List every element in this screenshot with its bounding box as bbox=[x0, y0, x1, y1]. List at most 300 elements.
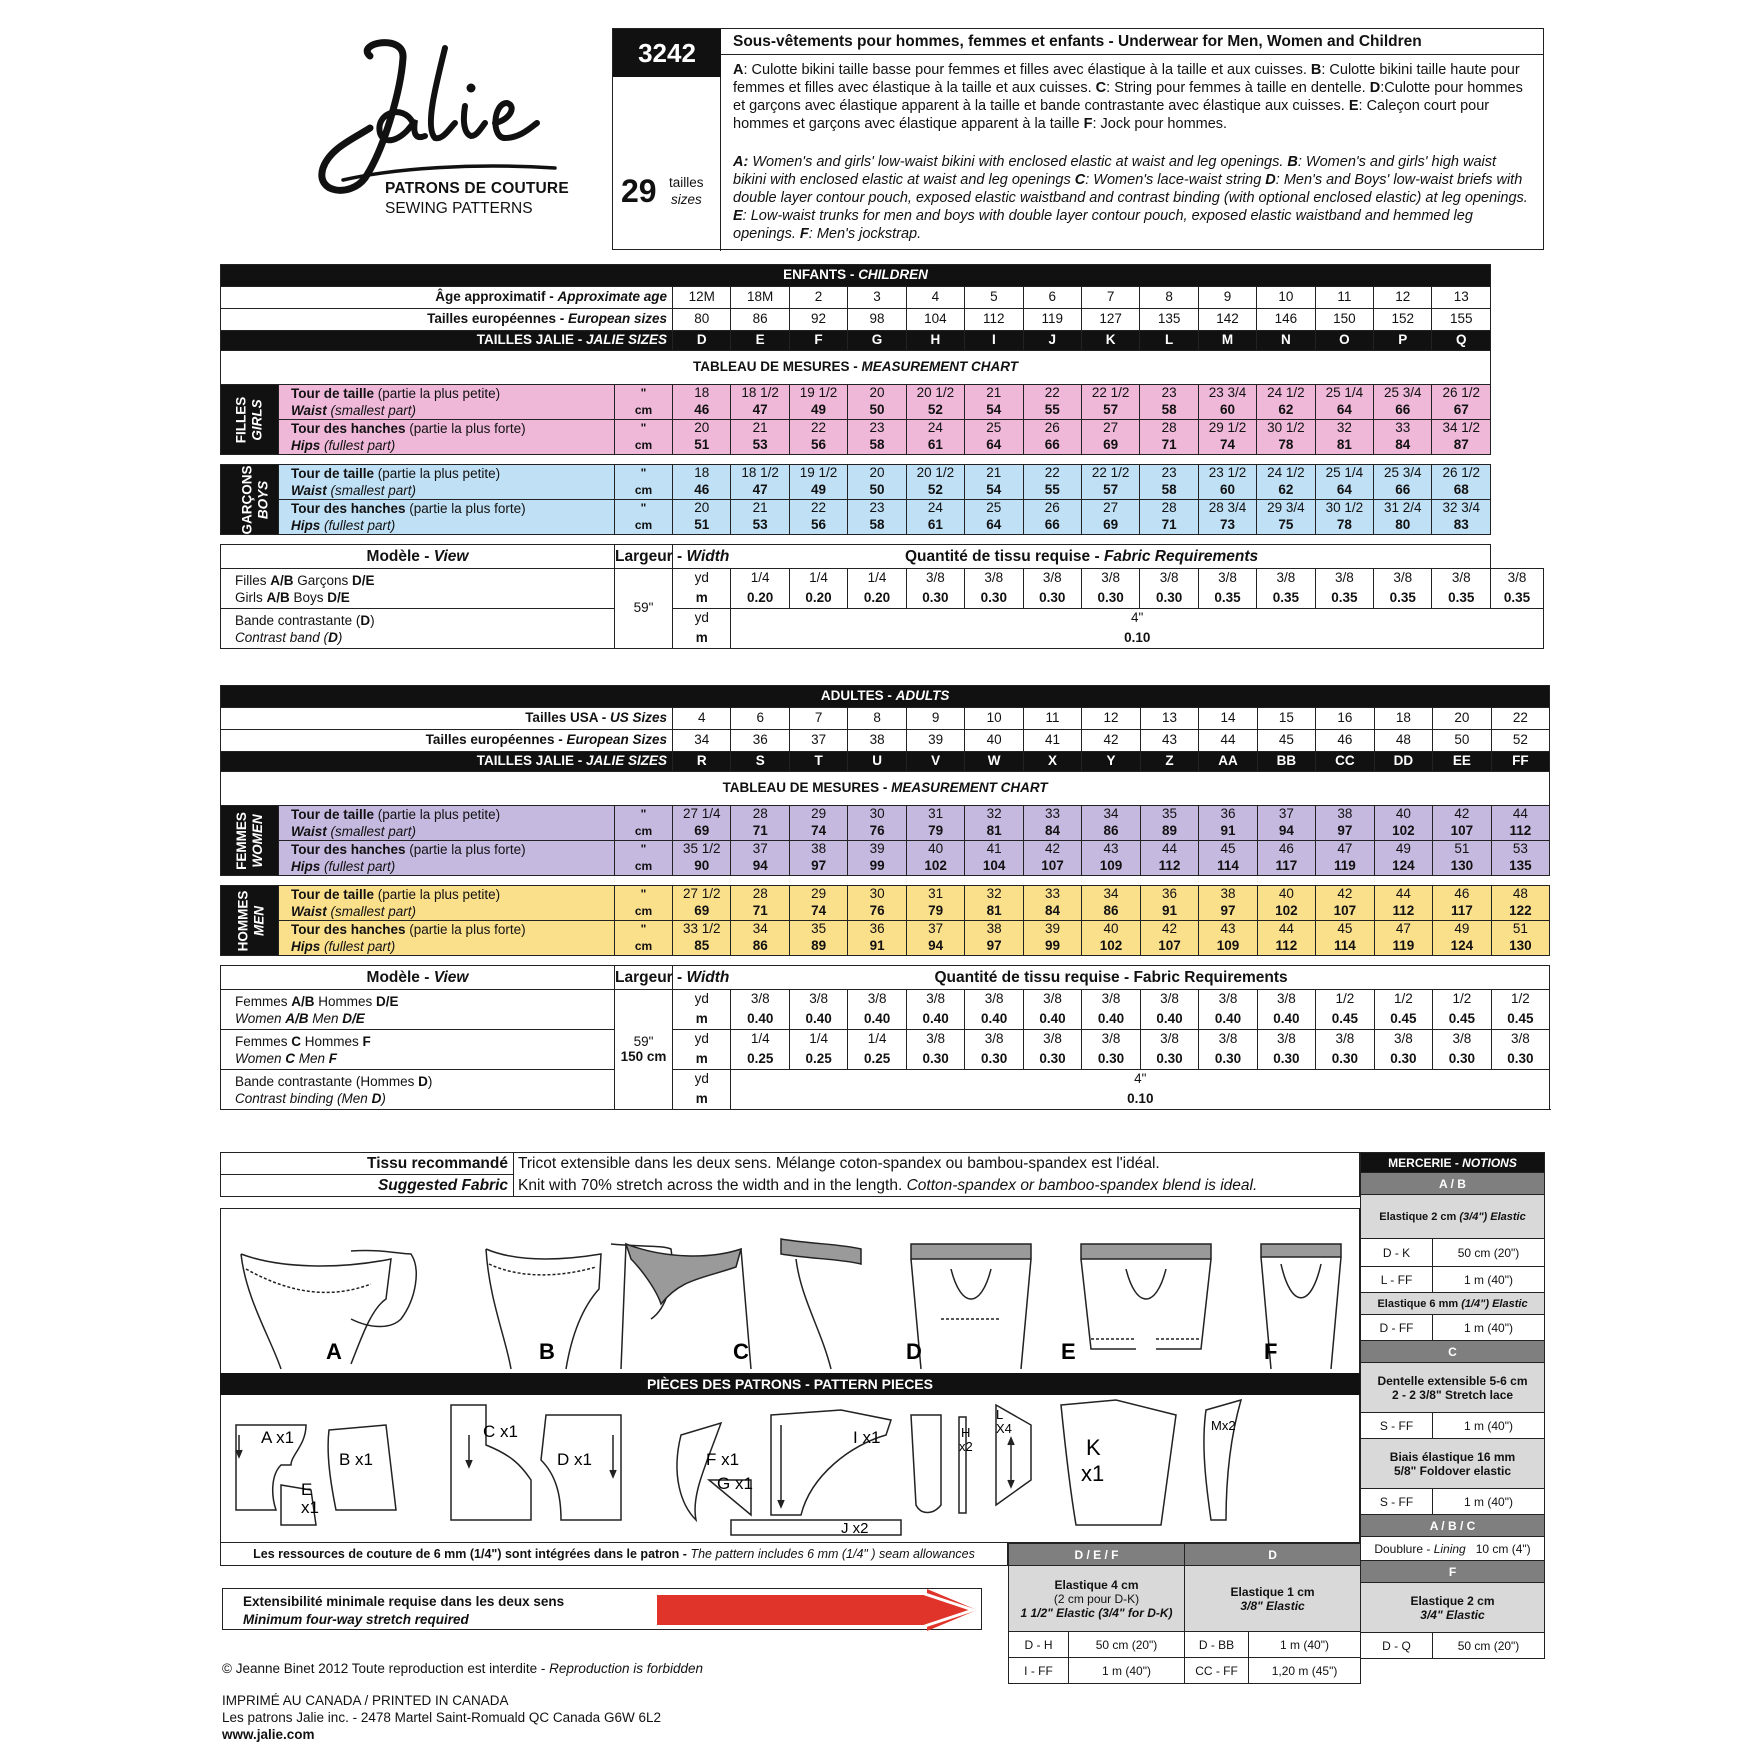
cell: 0.45 bbox=[1491, 1010, 1550, 1030]
cell: Bande contrastante (D) Contrast band (D) bbox=[221, 609, 615, 649]
cell: 44 bbox=[1199, 730, 1257, 752]
cell: 135 bbox=[1491, 858, 1550, 876]
cell: 114 bbox=[1199, 858, 1257, 876]
cell: 46 bbox=[1257, 841, 1315, 859]
cell: 27 bbox=[1081, 420, 1139, 438]
logo bbox=[295, 28, 585, 228]
cell: 45 bbox=[1257, 730, 1315, 752]
cell: Femmes C Hommes F Women C Men F bbox=[221, 1030, 615, 1070]
cell: 69 bbox=[1081, 517, 1139, 535]
cell: 74 bbox=[789, 823, 847, 841]
cell: 12M bbox=[673, 287, 731, 309]
desc-key: C bbox=[1074, 172, 1086, 188]
cell: 85 bbox=[673, 938, 731, 956]
cell: Modèle - View bbox=[221, 545, 615, 569]
cell: cm bbox=[615, 858, 673, 876]
cell: 52 bbox=[1491, 730, 1550, 752]
cell: Bande contrastante (Hommes D) Contrast binding (Men D) bbox=[221, 1070, 615, 1110]
cell: 35 bbox=[789, 921, 847, 939]
cell: 37 bbox=[789, 730, 847, 752]
view-label-e: E bbox=[1061, 1339, 1076, 1364]
cell: 22 bbox=[1491, 708, 1550, 730]
cell: 0.40 bbox=[1257, 1010, 1315, 1030]
cell: 0.30 bbox=[1374, 1050, 1432, 1070]
cell: 55 bbox=[1023, 402, 1081, 420]
cell: 83 bbox=[1432, 517, 1491, 535]
cell: 80 bbox=[673, 309, 731, 331]
stretch-arrow-icon bbox=[657, 1589, 983, 1631]
cell: 69 bbox=[673, 823, 731, 841]
cell: 28 bbox=[1140, 500, 1198, 518]
cell: 3/8 bbox=[1257, 990, 1315, 1010]
cell: E bbox=[731, 331, 789, 351]
cell: 3/8 bbox=[1257, 1030, 1315, 1050]
desc-key: D bbox=[1265, 172, 1276, 188]
children-table bbox=[220, 264, 1544, 649]
cell: 64 bbox=[1315, 482, 1373, 500]
cell: 0.30 bbox=[1140, 1050, 1198, 1070]
cell: 58 bbox=[1140, 402, 1198, 420]
sizes-count: 29 bbox=[621, 173, 657, 209]
cell: 49 bbox=[1374, 841, 1432, 859]
cell: cm bbox=[615, 402, 673, 420]
cell: 39 bbox=[1023, 921, 1081, 939]
cell: 21 bbox=[731, 420, 789, 438]
fabric-en: Knit with 70% stretch across the width and in the length. Cotton-spandex or bamboo-spandex blend is ideal. bbox=[514, 1175, 1360, 1197]
cell: 36 bbox=[1140, 886, 1198, 904]
cell: 0.40 bbox=[965, 1010, 1023, 1030]
desc-text: : Caleçon court pour hommes et garçons avec élastique apparent à la taille bbox=[733, 98, 1490, 132]
cell: 28 bbox=[731, 806, 789, 824]
cell: Tour des hanches (partie la plus forte) bbox=[279, 500, 615, 518]
cell: 22 1/2 bbox=[1081, 465, 1139, 483]
cell: 57 bbox=[1081, 482, 1139, 500]
cell: yd bbox=[673, 1070, 731, 1090]
cell: 49 bbox=[789, 482, 847, 500]
cell: 4 bbox=[906, 287, 964, 309]
cell: 0.40 bbox=[789, 1010, 847, 1030]
cell: 3/8 bbox=[965, 990, 1023, 1010]
cell: 0.30 bbox=[1023, 589, 1081, 609]
cell: 13 bbox=[1140, 708, 1198, 730]
cell: 20 bbox=[848, 465, 906, 483]
notions-def-table: D / E / F D Elastique 4 cm (2 cm pour D-K) 1 1/2" Elastic (3/4" for D-K) Elastique 1 cm 3/8" Elastic D - H 50 cm (20") D - BB 1 m (40") I - FF 1 m (40") CC - FF 1,20 m (45") bbox=[1008, 1543, 1361, 1684]
cell: 19 1/2 bbox=[789, 465, 847, 483]
desc-en bbox=[733, 153, 1533, 243]
cell: 3/8 bbox=[1432, 569, 1491, 589]
piece-j: J x2 bbox=[841, 1520, 869, 1537]
cell: 53 bbox=[731, 517, 789, 535]
cell: 52 bbox=[906, 402, 964, 420]
cell: 24 1/2 bbox=[1257, 465, 1315, 483]
fabric-fr: Tricot extensible dans les deux sens. Mélange coton-spandex ou bambou-spandex est l'idéal. bbox=[514, 1153, 1360, 1175]
cell: 30 1/2 bbox=[1315, 500, 1373, 518]
cell: 112 bbox=[1374, 903, 1432, 921]
cell: 112 bbox=[1140, 858, 1198, 876]
cell: " bbox=[615, 806, 673, 824]
cell: 23 bbox=[1140, 465, 1198, 483]
cell: 54 bbox=[965, 402, 1023, 420]
cell: 41 bbox=[1023, 730, 1081, 752]
jalie-logo-icon bbox=[295, 28, 585, 198]
cell: 99 bbox=[1023, 938, 1081, 956]
cell: 30 1/2 bbox=[1257, 420, 1315, 438]
cell: 112 bbox=[1491, 823, 1550, 841]
cell: 117 bbox=[1433, 903, 1491, 921]
cell: 42 bbox=[1023, 841, 1081, 859]
cell: 38 bbox=[848, 730, 906, 752]
cell: 26 1/2 bbox=[1432, 465, 1491, 483]
cell: TAILLES JALIE - JALIE SIZES bbox=[221, 752, 673, 772]
cell: 42 bbox=[1140, 921, 1198, 939]
cell: 119 bbox=[1023, 309, 1081, 331]
cell: 81 bbox=[1315, 437, 1373, 455]
cell: 84 bbox=[1374, 437, 1432, 455]
cell: 24 1/2 bbox=[1257, 385, 1315, 403]
cell: 34 bbox=[1082, 886, 1140, 904]
cell: 46 bbox=[673, 402, 731, 420]
cell: 0.30 bbox=[1023, 1050, 1081, 1070]
cell: D bbox=[673, 331, 731, 351]
cell: 3/8 bbox=[906, 990, 964, 1010]
piece-k-count: x1 bbox=[1081, 1461, 1105, 1486]
cell: 3/8 bbox=[731, 990, 789, 1010]
cell: cm bbox=[615, 903, 673, 921]
cell: 71 bbox=[731, 823, 789, 841]
cell: 44 bbox=[1374, 886, 1432, 904]
cell: " bbox=[615, 500, 673, 518]
cell: 23 bbox=[848, 420, 906, 438]
website[interactable]: www.jalie.com bbox=[222, 1727, 315, 1742]
cell: 3/8 bbox=[1374, 1030, 1432, 1050]
cell: 79 bbox=[906, 903, 964, 921]
desc-key: A bbox=[733, 62, 744, 78]
cell: 62 bbox=[1257, 402, 1315, 420]
cell: 35 1/2 bbox=[673, 841, 731, 859]
cell: R bbox=[673, 752, 731, 772]
cell: 97 bbox=[789, 858, 847, 876]
piece-l-count: X4 bbox=[996, 1421, 1012, 1436]
cell: 50 bbox=[848, 402, 906, 420]
cell: Y bbox=[1082, 752, 1140, 772]
printed: IMPRIMÉ AU CANADA / PRINTED IN CANADA bbox=[222, 1693, 509, 1708]
fabric-label-fr: Tissu recommandé bbox=[221, 1153, 514, 1175]
copyright: © Jeanne Binet 2012 Toute reproduction est interdite - Reproduction is forbidden bbox=[222, 1661, 704, 1676]
cell: 3/8 bbox=[965, 1030, 1023, 1050]
cell: 3/8 bbox=[1082, 1030, 1140, 1050]
cell: yd bbox=[673, 609, 731, 629]
cell: m bbox=[673, 1050, 731, 1070]
cell: 112 bbox=[965, 309, 1023, 331]
cell: 25 1/4 bbox=[1315, 465, 1373, 483]
address: Les patrons Jalie inc. - 2478 Martel Saint-Romuald QC Canada G6W 6L2 bbox=[222, 1710, 661, 1725]
cell: 8 bbox=[1140, 287, 1198, 309]
cell: Hips (fullest part) bbox=[279, 938, 615, 956]
view-label-c: C bbox=[733, 1339, 749, 1364]
cell: 29 3/4 bbox=[1257, 500, 1315, 518]
stretch-en: Minimum four-way stretch required bbox=[243, 1612, 469, 1627]
desc-fr bbox=[733, 61, 1533, 133]
cell: 64 bbox=[1315, 402, 1373, 420]
cell: 43 bbox=[1082, 841, 1140, 859]
view-label-f: F bbox=[1264, 1339, 1278, 1364]
cell: 36 bbox=[848, 921, 906, 939]
cell: 11 bbox=[1315, 287, 1373, 309]
cell: yd bbox=[673, 1030, 731, 1050]
cell: 21 bbox=[965, 465, 1023, 483]
desc-key: C bbox=[1095, 80, 1107, 96]
seam-allowance: Les ressources de couture de 6 mm (1/4") sont intégrées dans le patron - The pattern includes 6 mm (1/4" ) seam allowances bbox=[220, 1543, 1008, 1566]
piece-h: H bbox=[961, 1425, 971, 1440]
cell: AA bbox=[1199, 752, 1257, 772]
measurement-chart-title: TABLEAU DE MESURES - MEASUREMENT CHART bbox=[221, 351, 1491, 385]
cell: 0.25 bbox=[731, 1050, 789, 1070]
eu-label: Tailles européennes - European sizes bbox=[221, 309, 673, 331]
cell: 40 bbox=[1082, 921, 1140, 939]
cell: 107 bbox=[1433, 823, 1491, 841]
cell: 64 bbox=[965, 517, 1023, 535]
pattern-pieces-bar: PIÈCES DES PATRONS - PATTERN PIECES bbox=[220, 1373, 1360, 1395]
cell: O bbox=[1315, 331, 1373, 351]
cell: 3/8 bbox=[1433, 1030, 1491, 1050]
cell: 2 bbox=[789, 287, 847, 309]
cell: 58 bbox=[848, 517, 906, 535]
cell: 31 bbox=[906, 806, 964, 824]
cell: 74 bbox=[789, 903, 847, 921]
cell: 97 bbox=[1316, 823, 1374, 841]
cell: 60 bbox=[1198, 482, 1256, 500]
cell: 47 bbox=[731, 482, 789, 500]
desc-text: : Women's lace-waist string bbox=[1085, 172, 1266, 188]
cell: 0.30 bbox=[1257, 1050, 1315, 1070]
cell: 20 bbox=[673, 420, 731, 438]
cell: 46 bbox=[673, 482, 731, 500]
cell: 7 bbox=[1081, 287, 1139, 309]
piece-g: G x1 bbox=[717, 1474, 753, 1493]
desc-key: E bbox=[1348, 98, 1359, 114]
cell: 3/8 bbox=[1491, 1030, 1550, 1050]
header-box bbox=[612, 28, 1544, 250]
cell: Hips (fullest part) bbox=[279, 517, 615, 535]
cell: Waist (smallest part) bbox=[279, 903, 615, 921]
cell: 60 bbox=[1198, 402, 1256, 420]
cell: 66 bbox=[1374, 482, 1432, 500]
logo-line2: SEWING PATTERNS bbox=[385, 200, 533, 217]
cell: 24 bbox=[906, 420, 964, 438]
piece-k: K bbox=[1086, 1435, 1101, 1460]
cell: 29 1/2 bbox=[1198, 420, 1256, 438]
cell: 21 bbox=[731, 500, 789, 518]
cell: 127 bbox=[1081, 309, 1139, 331]
cell: Tailles européennes - European Sizes bbox=[221, 730, 673, 752]
cell: 43 bbox=[1199, 921, 1257, 939]
cell: 22 bbox=[789, 420, 847, 438]
cell: 52 bbox=[906, 482, 964, 500]
cell: m bbox=[673, 1090, 731, 1110]
cell: 0.20 bbox=[789, 589, 847, 609]
cell: 53 bbox=[731, 437, 789, 455]
cell: 3/8 bbox=[1140, 569, 1198, 589]
cell: 27 1/4 bbox=[673, 806, 731, 824]
cell: 73 bbox=[1198, 517, 1256, 535]
desc-text: : Culotte bikini taille basse pour femmes et filles avec élastique à la taille et aux cuisses. bbox=[743, 62, 1311, 78]
cell: 84 bbox=[1023, 823, 1081, 841]
cell: 30 bbox=[848, 806, 906, 824]
cell: 10 bbox=[1257, 287, 1315, 309]
cell: 38 bbox=[1316, 806, 1374, 824]
cell: 22 1/2 bbox=[1081, 385, 1139, 403]
cell: 4" bbox=[731, 609, 1544, 629]
cell: 37 bbox=[731, 841, 789, 859]
cell: 27 1/2 bbox=[673, 886, 731, 904]
cell: 97 bbox=[965, 938, 1023, 956]
cell: 104 bbox=[965, 858, 1023, 876]
cell: 78 bbox=[1315, 517, 1373, 535]
cell: m bbox=[673, 589, 731, 609]
cell: 0.35 bbox=[1315, 589, 1373, 609]
cell: 15 bbox=[1257, 708, 1315, 730]
cell: I bbox=[965, 331, 1023, 351]
piece-h-count: x2 bbox=[959, 1439, 973, 1454]
cell: 0.45 bbox=[1433, 1010, 1491, 1030]
cell: 47 bbox=[1374, 921, 1432, 939]
cell: 109 bbox=[1199, 938, 1257, 956]
cell: 28 3/4 bbox=[1198, 500, 1256, 518]
cell: Waist (smallest part) bbox=[279, 402, 615, 420]
cell: 21 bbox=[965, 385, 1023, 403]
cell: 1/4 bbox=[731, 1030, 789, 1050]
cell: 0.40 bbox=[1140, 1010, 1198, 1030]
view-label-a: A bbox=[326, 1339, 342, 1364]
piece-e-count: x1 bbox=[301, 1498, 319, 1517]
cell: 152 bbox=[1374, 309, 1432, 331]
cell: 5 bbox=[965, 287, 1023, 309]
cell: Femmes A/B Hommes D/E Women A/B Men D/E bbox=[221, 990, 615, 1030]
pattern-number: 3242 bbox=[613, 29, 721, 77]
cell: 107 bbox=[1316, 903, 1374, 921]
cell: 86 bbox=[731, 938, 789, 956]
cell: 39 bbox=[848, 841, 906, 859]
cell: 9 bbox=[1198, 287, 1256, 309]
side-men: HOMMES MEN bbox=[221, 886, 279, 956]
piece-i: I x1 bbox=[853, 1428, 881, 1447]
cell: 0.30 bbox=[1082, 1050, 1140, 1070]
cell: 130 bbox=[1433, 858, 1491, 876]
cell: 18 bbox=[1374, 708, 1432, 730]
cell: 89 bbox=[789, 938, 847, 956]
cell: Tour de taille (partie la plus petite) bbox=[279, 806, 615, 824]
cell: 32 bbox=[965, 806, 1023, 824]
cell: 7 bbox=[789, 708, 847, 730]
cell: 31 2/4 bbox=[1374, 500, 1432, 518]
cell: 50 bbox=[848, 482, 906, 500]
cell: 114 bbox=[1316, 938, 1374, 956]
cell: 23 3/4 bbox=[1198, 385, 1256, 403]
cell: 84 bbox=[1023, 903, 1081, 921]
views-illustration bbox=[220, 1208, 1360, 1373]
stretch-fr: Extensibilité minimale requise dans les deux sens bbox=[243, 1594, 565, 1609]
cell: Modèle - View bbox=[221, 966, 615, 990]
cell: 23 bbox=[1140, 385, 1198, 403]
cell: 0.30 bbox=[1199, 1050, 1257, 1070]
cell: Tailles USA - US Sizes bbox=[221, 708, 673, 730]
cell: 119 bbox=[1374, 938, 1432, 956]
garment-views-icon bbox=[221, 1209, 1361, 1374]
desc-text: Women's and girls' low-waist bikini with enclosed elastic at waist and leg openings. bbox=[748, 154, 1288, 170]
cell: 0.35 bbox=[1491, 589, 1544, 609]
cell: 98 bbox=[848, 309, 906, 331]
cell: Q bbox=[1432, 331, 1491, 351]
cell: 3/8 bbox=[1198, 569, 1256, 589]
cell: TABLEAU DE MESURES - MEASUREMENT CHART bbox=[221, 772, 1550, 806]
desc-text: : String pour femmes à taille en dentelle. bbox=[1106, 80, 1370, 96]
cell: Filles A/B Garçons D/E Girls A/B Boys D/E bbox=[221, 569, 615, 609]
cell: Z bbox=[1140, 752, 1198, 772]
cell: m bbox=[673, 1010, 731, 1030]
cell: 0.40 bbox=[731, 1010, 789, 1030]
desc-key: B bbox=[1287, 154, 1298, 170]
cell: 81 bbox=[965, 823, 1023, 841]
cell: 16 bbox=[1316, 708, 1374, 730]
cell: Waist (smallest part) bbox=[279, 482, 615, 500]
cell: 45 bbox=[1199, 841, 1257, 859]
piece-a: A x1 bbox=[261, 1428, 295, 1447]
cell: 39 bbox=[906, 730, 964, 752]
cell: 68 bbox=[1432, 482, 1491, 500]
cell: 6 bbox=[731, 708, 789, 730]
cell: 124 bbox=[1374, 858, 1432, 876]
cell: 0.30 bbox=[1491, 1050, 1550, 1070]
cell: 3/8 bbox=[789, 990, 847, 1010]
cell: Largeur - Width bbox=[615, 966, 673, 990]
cell: 86 bbox=[1082, 823, 1140, 841]
cell: 62 bbox=[1257, 482, 1315, 500]
desc-text: : Men's jockstrap. bbox=[808, 226, 922, 242]
desc-text: : Jock pour hommes. bbox=[1092, 116, 1228, 132]
cell: 38 bbox=[789, 841, 847, 859]
sizes-fr: tailles bbox=[669, 175, 704, 190]
cell: 56 bbox=[789, 437, 847, 455]
cell: 4" bbox=[731, 1070, 1550, 1090]
cell: 91 bbox=[1140, 903, 1198, 921]
side-boys: GARÇONS BOYS bbox=[221, 465, 279, 535]
cell: 78 bbox=[1257, 437, 1315, 455]
cell: 18 bbox=[673, 385, 731, 403]
cell: 102 bbox=[1374, 823, 1432, 841]
cell: 12 bbox=[1082, 708, 1140, 730]
cell: 1/4 bbox=[848, 1030, 906, 1050]
cell: 28 bbox=[1140, 420, 1198, 438]
cell: 34 bbox=[673, 730, 731, 752]
cell: 102 bbox=[1082, 938, 1140, 956]
cell: 22 bbox=[1023, 465, 1081, 483]
jalie-label: TAILLES JALIE - JALIE SIZES bbox=[221, 331, 673, 351]
cell: BB bbox=[1257, 752, 1315, 772]
cell: 0.30 bbox=[965, 1050, 1023, 1070]
cell: 18 bbox=[673, 465, 731, 483]
cell: 99 bbox=[848, 858, 906, 876]
cell: 87 bbox=[1432, 437, 1491, 455]
desc-text: : Low-waist trunks for men and boys with double layer contour pouch, exposed elastic waistband and hemmed leg openings. bbox=[733, 208, 1473, 242]
side-girls: FILLES GIRLS bbox=[221, 385, 279, 455]
cell: 40 bbox=[906, 841, 964, 859]
cell: 44 bbox=[1140, 841, 1198, 859]
cell: 40 bbox=[1257, 886, 1315, 904]
cell: 150 bbox=[1315, 309, 1373, 331]
cell: 36 bbox=[1199, 806, 1257, 824]
cell: 66 bbox=[1374, 402, 1432, 420]
header-title: Sous-vêtements pour hommes, femmes et enfants - Underwear for Men, Women and Children bbox=[721, 29, 1543, 55]
